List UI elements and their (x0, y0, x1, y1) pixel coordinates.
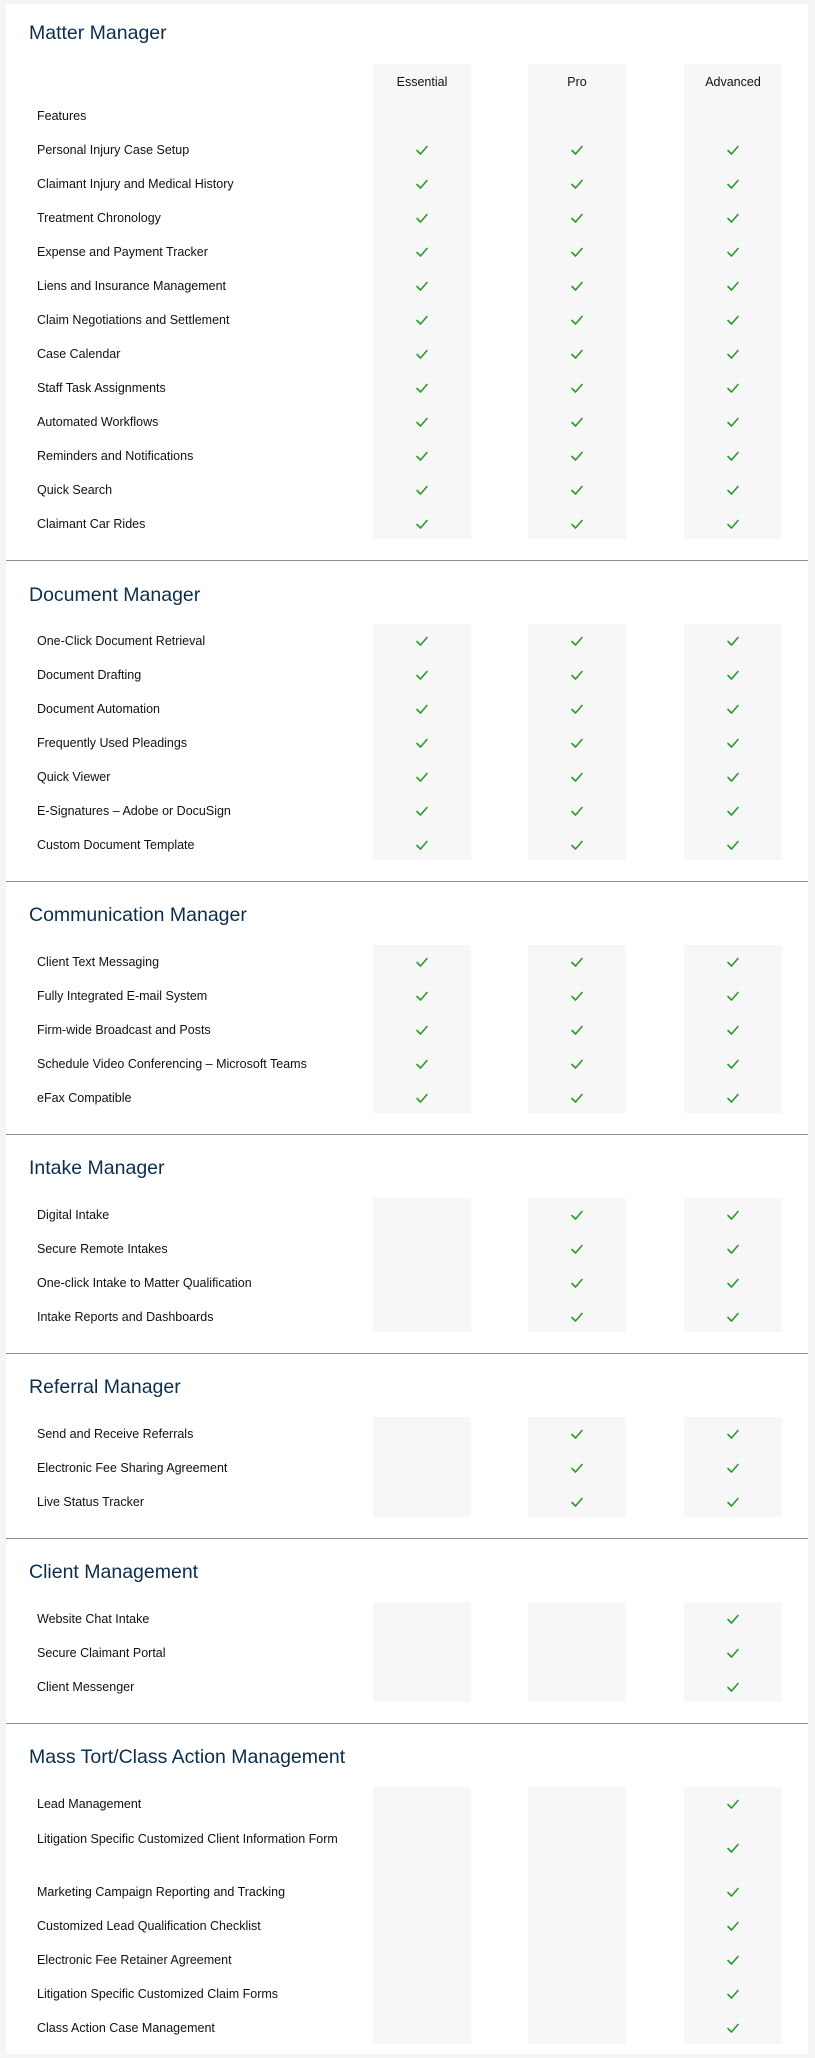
feature-label: Treatment Chronology (37, 210, 161, 225)
section-divider (6, 1134, 808, 1135)
check-icon (415, 483, 429, 497)
column-header-essential: Essential (396, 75, 448, 89)
column-background-pro (528, 1787, 626, 2044)
section-title: Matter Manager (29, 22, 167, 44)
check-icon (726, 668, 740, 682)
check-icon (570, 838, 584, 852)
feature-label: Fully Integrated E-mail System (37, 988, 208, 1003)
check-icon (570, 1276, 584, 1290)
feature-label: Claimant Injury and Medical History (37, 176, 234, 191)
check-icon (570, 955, 584, 969)
check-icon (570, 702, 584, 716)
check-icon (570, 1461, 584, 1475)
check-icon (570, 989, 584, 1003)
check-icon (726, 1919, 740, 1933)
feature-label: Digital Intake (37, 1207, 110, 1222)
check-icon (726, 634, 740, 648)
feature-label: Schedule Video Conferencing – Microsoft Teams (37, 1056, 307, 1071)
feature-label: Live Status Tracker (37, 1494, 144, 1509)
check-icon (726, 1841, 740, 1855)
feature-label: Send and Receive Referrals (37, 1426, 194, 1441)
check-icon (726, 1885, 740, 1899)
check-icon (726, 415, 740, 429)
section-divider (6, 560, 808, 561)
check-icon (415, 449, 429, 463)
section-title: Client Management (29, 1561, 199, 1583)
check-icon (415, 634, 429, 648)
feature-label: Litigation Specific Customized Claim Forms (37, 1986, 279, 2001)
check-icon (726, 1612, 740, 1626)
feature-label: Website Chat Intake (37, 1611, 150, 1626)
feature-label: Personal Injury Case Setup (37, 142, 190, 157)
section-title: Referral Manager (29, 1376, 181, 1398)
feature-label: E-Signatures – Adobe or DocuSign (37, 803, 231, 818)
check-icon (726, 770, 740, 784)
check-icon (570, 517, 584, 531)
feature-label: Customized Lead Qualification Checklist (37, 1918, 261, 1933)
column-background-essential (373, 1198, 471, 1332)
check-icon (570, 381, 584, 395)
check-icon (570, 1310, 584, 1324)
feature-label: eFax Compatible (37, 1090, 132, 1105)
feature-label: One-Click Document Retrieval (37, 633, 206, 648)
check-icon (726, 1987, 740, 2001)
check-icon (726, 1208, 740, 1222)
check-icon (726, 1680, 740, 1694)
check-icon (570, 1023, 584, 1037)
check-icon (570, 347, 584, 361)
check-icon (415, 955, 429, 969)
column-background-advanced (684, 1787, 782, 2044)
check-icon (726, 1242, 740, 1256)
check-icon (415, 1023, 429, 1037)
check-icon (726, 736, 740, 750)
check-icon (415, 313, 429, 327)
check-icon (726, 517, 740, 531)
feature-label: Frequently Used Pleadings (37, 735, 188, 750)
check-icon (570, 245, 584, 259)
feature-label: One-click Intake to Matter Qualification (37, 1275, 252, 1290)
feature-label: Electronic Fee Retainer Agreement (37, 1952, 232, 1967)
check-icon (415, 702, 429, 716)
check-icon (726, 989, 740, 1003)
feature-label: Lead Management (37, 1796, 142, 1811)
section-title: Communication Manager (29, 904, 247, 926)
feature-label: Custom Document Template (37, 837, 195, 852)
column-header-advanced: Advanced (705, 75, 761, 89)
feature-label: Claim Negotiations and Settlement (37, 312, 230, 327)
feature-label: Document Drafting (37, 667, 142, 682)
check-icon (415, 838, 429, 852)
check-icon (570, 483, 584, 497)
section-divider (6, 1353, 808, 1354)
check-icon (570, 1242, 584, 1256)
section-divider (6, 1538, 808, 1539)
feature-label: Secure Remote Intakes (37, 1241, 168, 1256)
check-icon (415, 177, 429, 191)
check-icon (570, 634, 584, 648)
feature-label: Case Calendar (37, 346, 121, 361)
check-icon (415, 143, 429, 157)
check-icon (570, 736, 584, 750)
feature-label: Quick Viewer (37, 769, 111, 784)
check-icon (726, 1057, 740, 1071)
check-icon (726, 2021, 740, 2035)
check-icon (726, 1427, 740, 1441)
check-icon (726, 1646, 740, 1660)
check-icon (726, 1310, 740, 1324)
feature-label: Quick Search (37, 482, 113, 497)
check-icon (726, 1276, 740, 1290)
feature-label: Secure Claimant Portal (37, 1645, 166, 1660)
feature-label: Client Text Messaging (37, 954, 160, 969)
pricing-comparison-table (6, 4, 808, 2054)
section-divider (6, 881, 808, 882)
column-background-essential (373, 1417, 471, 1517)
check-icon (570, 668, 584, 682)
feature-label: Document Automation (37, 701, 160, 716)
check-icon (726, 483, 740, 497)
check-icon (726, 381, 740, 395)
column-background-pro (528, 64, 626, 539)
feature-label: Marketing Campaign Reporting and Tracking (37, 1884, 286, 1899)
check-icon (570, 1057, 584, 1071)
feature-label: Staff Task Assignments (37, 380, 166, 395)
check-icon (726, 1495, 740, 1509)
check-icon (726, 143, 740, 157)
check-icon (726, 245, 740, 259)
feature-label: Electronic Fee Sharing Agreement (37, 1460, 228, 1475)
check-icon (570, 211, 584, 225)
feature-label: Automated Workflows (37, 414, 159, 429)
check-icon (415, 770, 429, 784)
column-background-advanced (684, 64, 782, 539)
check-icon (570, 415, 584, 429)
check-icon (415, 1057, 429, 1071)
check-icon (570, 1427, 584, 1441)
feature-label: Litigation Specific Customized Client Information Form (37, 1832, 338, 1846)
section-title: Intake Manager (29, 1157, 165, 1179)
check-icon (726, 1797, 740, 1811)
check-icon (415, 211, 429, 225)
column-background-essential (373, 1602, 471, 1702)
feature-label: Reminders and Notifications (37, 448, 194, 463)
check-icon (570, 313, 584, 327)
feature-label: Liens and Insurance Management (37, 278, 227, 293)
check-icon (570, 1208, 584, 1222)
check-icon (726, 347, 740, 361)
check-icon (726, 1023, 740, 1037)
check-icon (726, 804, 740, 818)
feature-label: Claimant Car Rides (37, 516, 146, 531)
check-icon (415, 517, 429, 531)
check-icon (415, 804, 429, 818)
check-icon (415, 381, 429, 395)
feature-label: Class Action Case Management (37, 2020, 215, 2035)
check-icon (570, 1091, 584, 1105)
check-icon (726, 1461, 740, 1475)
section-divider (6, 1723, 808, 1724)
check-icon (726, 279, 740, 293)
check-icon (726, 1091, 740, 1105)
feature-label: Expense and Payment Tracker (37, 244, 208, 259)
check-icon (415, 347, 429, 361)
check-icon (415, 1091, 429, 1105)
check-icon (726, 1953, 740, 1967)
check-icon (415, 245, 429, 259)
section-title: Document Manager (29, 584, 201, 606)
check-icon (726, 838, 740, 852)
column-header-pro: Pro (567, 75, 587, 89)
check-icon (570, 279, 584, 293)
check-icon (570, 449, 584, 463)
check-icon (726, 313, 740, 327)
feature-label: Firm-wide Broadcast and Posts (37, 1022, 211, 1037)
features-label: Features (37, 109, 87, 123)
check-icon (570, 177, 584, 191)
check-icon (726, 955, 740, 969)
check-icon (415, 279, 429, 293)
column-background-essential (373, 64, 471, 539)
check-icon (726, 449, 740, 463)
check-icon (570, 1495, 584, 1509)
check-icon (570, 770, 584, 784)
column-background-essential (373, 1787, 471, 2044)
check-icon (415, 668, 429, 682)
check-icon (415, 415, 429, 429)
check-icon (415, 989, 429, 1003)
column-background-pro (528, 1602, 626, 1702)
feature-label: Intake Reports and Dashboards (37, 1309, 214, 1324)
check-icon (726, 211, 740, 225)
check-icon (726, 177, 740, 191)
check-icon (570, 143, 584, 157)
feature-label: Client Messenger (37, 1679, 135, 1694)
check-icon (570, 804, 584, 818)
check-icon (726, 702, 740, 716)
check-icon (415, 736, 429, 750)
section-title: Mass Tort/Class Action Management (29, 1746, 346, 1768)
